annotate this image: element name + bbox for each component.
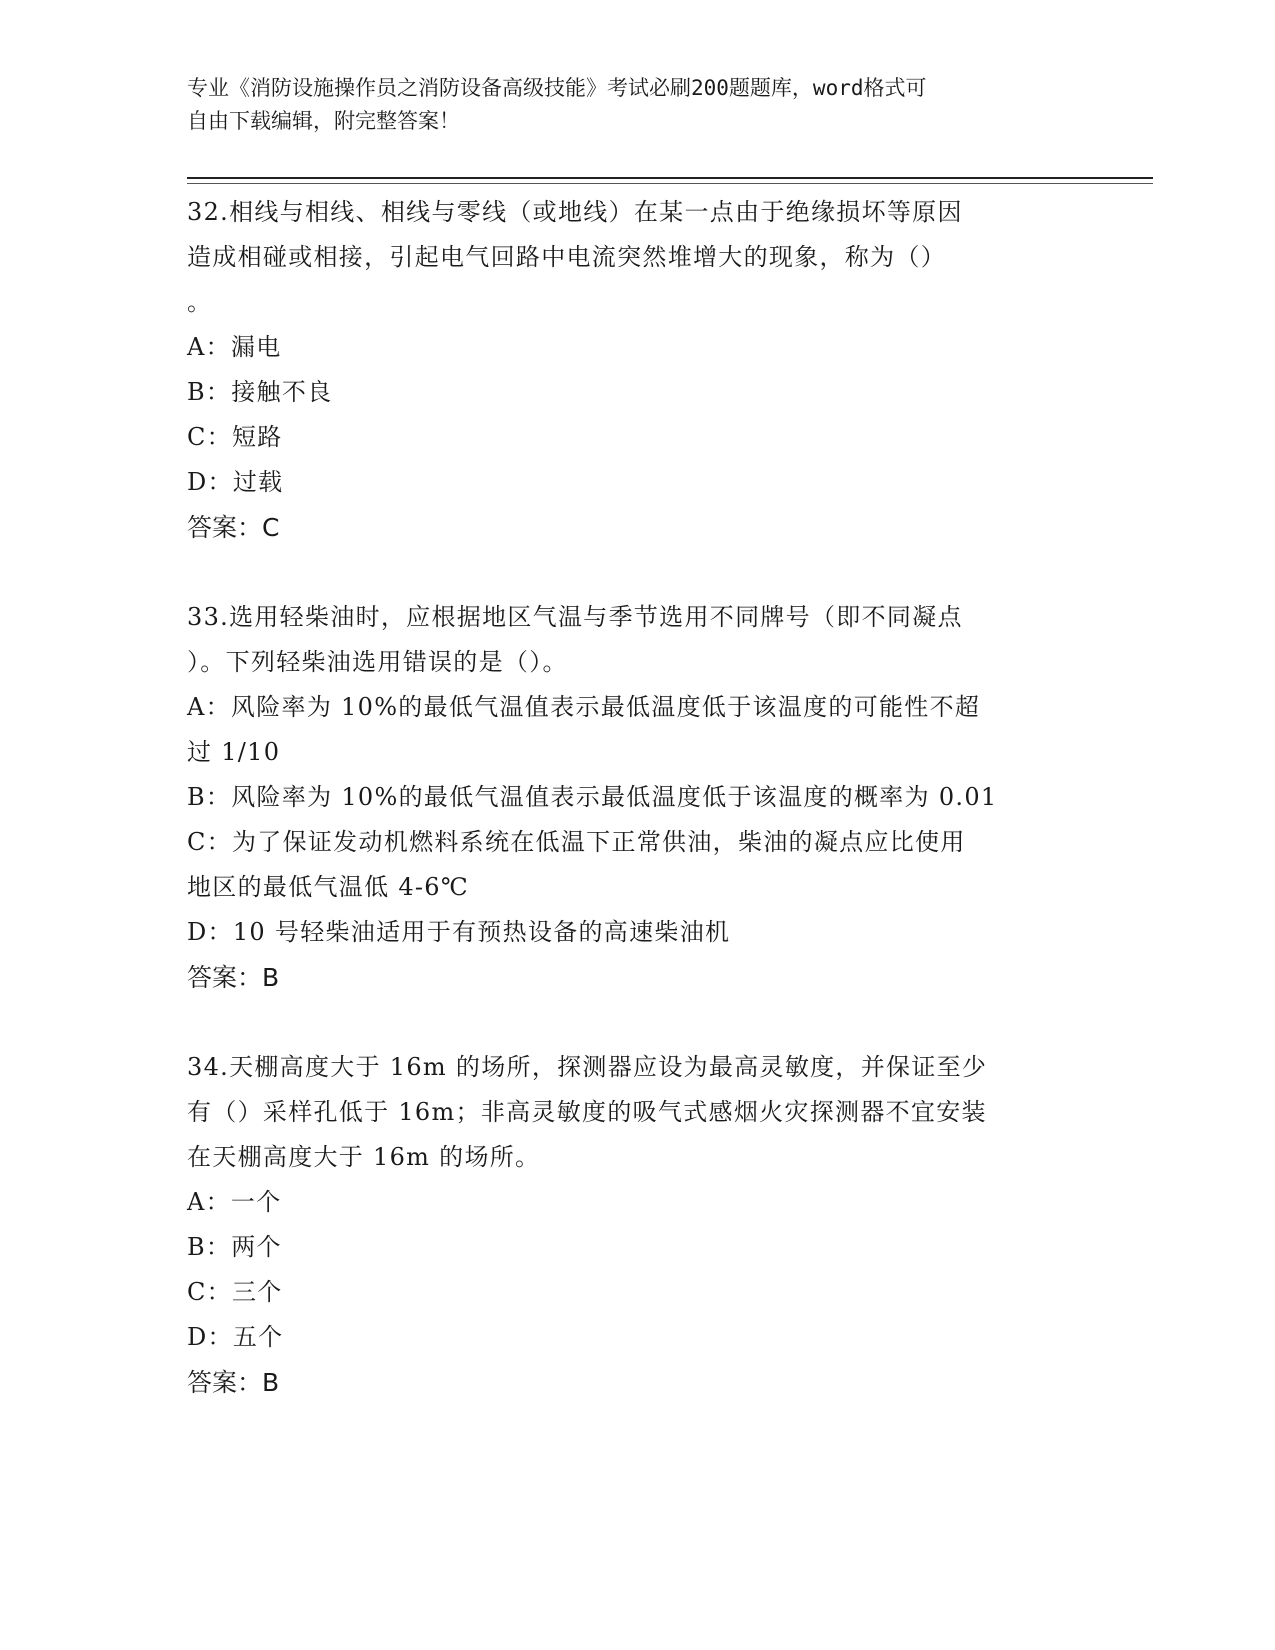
- question-34: [187, 1045, 1087, 1405]
- option-b: B：接触不良: [187, 378, 333, 406]
- option-a: A：漏电: [187, 333, 282, 361]
- question-gap: [187, 550, 1087, 595]
- answer: 答案：C: [187, 513, 280, 542]
- question-33: [187, 595, 1087, 1000]
- question-32: [187, 190, 1087, 550]
- header-rule-thin: [187, 183, 1153, 184]
- option-d: D：过载: [187, 468, 284, 496]
- option-b: B：风险率为 10%的最低气温值表示最低温度低于该温度的概率为 0.01: [187, 783, 998, 811]
- question-text-line: ）。下列轻柴油选用错误的是（）。: [187, 648, 568, 676]
- option-a: A：一个: [187, 1188, 282, 1216]
- header-rule-thick: [187, 177, 1153, 179]
- question-text-line: 有（）采样孔低于 16m；非高灵敏度的吸气式感烟火灾探测器不宜安装: [187, 1098, 987, 1126]
- question-text-line: 32.相线与相线、相线与零线（或地线）在某一点由于绝缘损坏等原因: [187, 198, 963, 226]
- question-text-line: 造成相碰或相接，引起电气回路中电流突然堆增大的现象，称为（）: [187, 243, 946, 271]
- option-c: C：三个: [187, 1278, 283, 1306]
- option-c-continued: 地区的最低气温低 4-6℃: [187, 873, 470, 901]
- option-b: B：两个: [187, 1233, 282, 1261]
- question-text-line: 在天棚高度大于 16m 的场所。: [187, 1143, 541, 1171]
- option-c: C：为了保证发动机燃料系统在低温下正常供油，柴油的凝点应比使用: [187, 828, 966, 856]
- option-a-continued: 过 1/10: [187, 738, 281, 766]
- option-c: C：短路: [187, 423, 283, 451]
- question-gap: [187, 1000, 1087, 1045]
- option-a: A：风险率为 10%的最低气温值表示最低温度低于该温度的可能性不超: [187, 693, 981, 721]
- option-d: D：10 号轻柴油适用于有预热设备的高速柴油机: [187, 918, 731, 946]
- answer: 答案：B: [187, 1368, 280, 1397]
- answer: 答案：B: [187, 963, 280, 992]
- question-text-line: 。: [187, 288, 213, 316]
- question-list: [187, 190, 1087, 1405]
- option-d: D：五个: [187, 1323, 284, 1351]
- document-header: [187, 72, 1087, 138]
- header-line-2: 自由下载编辑，附完整答案！: [187, 109, 460, 133]
- header-line-1: 专业《消防设施操作员之消防设备高级技能》考试必刷200题题库，word格式可: [187, 76, 927, 100]
- question-text-line: 34.天棚高度大于 16m 的场所，探测器应设为最高灵敏度，并保证至少: [187, 1053, 988, 1081]
- question-text-line: 33.选用轻柴油时，应根据地区气温与季节选用不同牌号（即不同凝点: [187, 603, 963, 631]
